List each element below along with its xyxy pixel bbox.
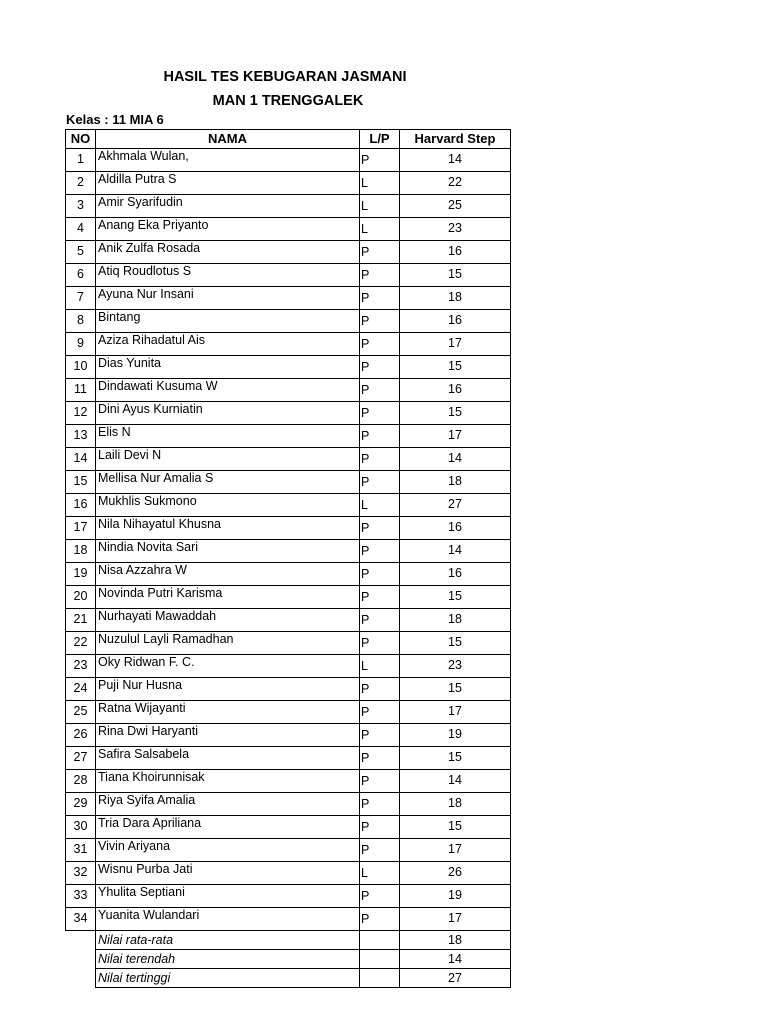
- row-no: 16: [66, 494, 96, 517]
- row-gender: P: [360, 793, 400, 816]
- fitness-results-table: [65, 129, 511, 988]
- document-title: HASIL TES KEBUGARAN JASMANI: [163, 69, 407, 85]
- table-row: [66, 448, 511, 471]
- row-name: Bintang: [96, 310, 360, 333]
- row-score: 15: [400, 402, 511, 425]
- row-name: Riya Syifa Amalia: [96, 793, 360, 816]
- row-no: 8: [66, 310, 96, 333]
- row-score: 15: [400, 816, 511, 839]
- row-no: 13: [66, 425, 96, 448]
- row-gender: P: [360, 287, 400, 310]
- row-no: 17: [66, 517, 96, 540]
- summary-value: 27: [400, 969, 511, 988]
- row-score: 15: [400, 264, 511, 287]
- row-score: 19: [400, 885, 511, 908]
- row-name: Mellisa Nur Amalia S: [96, 471, 360, 494]
- row-no: 11: [66, 379, 96, 402]
- row-gender: P: [360, 379, 400, 402]
- row-no: 4: [66, 218, 96, 241]
- table-row: [66, 517, 511, 540]
- row-name: Elis N: [96, 425, 360, 448]
- row-score: 16: [400, 563, 511, 586]
- row-score: 16: [400, 241, 511, 264]
- row-gender: P: [360, 425, 400, 448]
- row-no: 29: [66, 793, 96, 816]
- row-score: 14: [400, 540, 511, 563]
- row-no: 34: [66, 908, 96, 931]
- row-score: 15: [400, 356, 511, 379]
- row-score: 18: [400, 609, 511, 632]
- row-name: Tiana Khoirunnisak: [96, 770, 360, 793]
- row-gender: P: [360, 264, 400, 287]
- row-no: 27: [66, 747, 96, 770]
- row-name: Anang Eka Priyanto: [96, 218, 360, 241]
- table-row: [66, 839, 511, 862]
- row-score: 16: [400, 517, 511, 540]
- row-name: Mukhlis Sukmono: [96, 494, 360, 517]
- row-no: 14: [66, 448, 96, 471]
- row-name: Ratna Wijayanti: [96, 701, 360, 724]
- table-row: [66, 333, 511, 356]
- row-gender: L: [360, 172, 400, 195]
- row-no: 18: [66, 540, 96, 563]
- row-gender: P: [360, 908, 400, 931]
- summary-empty-cell: [360, 969, 400, 988]
- table-row: [66, 287, 511, 310]
- row-name: Laili Devi N: [96, 448, 360, 471]
- row-score: 15: [400, 747, 511, 770]
- row-gender: L: [360, 655, 400, 678]
- row-gender: P: [360, 310, 400, 333]
- table-row: [66, 816, 511, 839]
- row-name: Anik Zulfa Rosada: [96, 241, 360, 264]
- row-score: 18: [400, 793, 511, 816]
- summary-row: [66, 969, 511, 988]
- row-gender: P: [360, 586, 400, 609]
- school-name: MAN 1 TRENGGALEK: [212, 93, 364, 109]
- row-gender: L: [360, 195, 400, 218]
- row-score: 17: [400, 839, 511, 862]
- row-score: 17: [400, 701, 511, 724]
- table-row: [66, 218, 511, 241]
- row-name: Wisnu Purba Jati: [96, 862, 360, 885]
- row-name: Nuzulul Layli Ramadhan: [96, 632, 360, 655]
- table-row: [66, 494, 511, 517]
- row-score: 19: [400, 724, 511, 747]
- row-no: 12: [66, 402, 96, 425]
- row-no: 25: [66, 701, 96, 724]
- row-no: 26: [66, 724, 96, 747]
- row-gender: L: [360, 494, 400, 517]
- summary-label: Nilai terendah: [96, 950, 360, 969]
- row-score: 26: [400, 862, 511, 885]
- table-row: [66, 241, 511, 264]
- row-name: Nisa Azzahra W: [96, 563, 360, 586]
- summary-value: 18: [400, 931, 511, 950]
- table-row: [66, 793, 511, 816]
- row-score: 16: [400, 379, 511, 402]
- summary-blank-cell: [66, 950, 96, 969]
- row-gender: P: [360, 149, 400, 172]
- table-row: [66, 540, 511, 563]
- table-header-row: [66, 130, 511, 149]
- row-score: 27: [400, 494, 511, 517]
- row-no: 15: [66, 471, 96, 494]
- table-row: [66, 402, 511, 425]
- table-row: [66, 195, 511, 218]
- row-no: 1: [66, 149, 96, 172]
- row-gender: P: [360, 747, 400, 770]
- table-row: [66, 747, 511, 770]
- row-gender: P: [360, 632, 400, 655]
- row-score: 14: [400, 448, 511, 471]
- table-row: [66, 425, 511, 448]
- row-gender: P: [360, 885, 400, 908]
- table-row: [66, 908, 511, 931]
- table-row: [66, 471, 511, 494]
- row-name: Amir Syarifudin: [96, 195, 360, 218]
- row-score: 18: [400, 471, 511, 494]
- summary-label: Nilai tertinggi: [96, 969, 360, 988]
- header-no: NO: [66, 130, 96, 149]
- row-gender: L: [360, 862, 400, 885]
- summary-row: [66, 931, 511, 950]
- row-no: 32: [66, 862, 96, 885]
- row-gender: P: [360, 770, 400, 793]
- row-score: 17: [400, 333, 511, 356]
- row-name: Vivin Ariyana: [96, 839, 360, 862]
- row-name: Safira Salsabela: [96, 747, 360, 770]
- row-name: Dini Ayus Kurniatin: [96, 402, 360, 425]
- row-gender: L: [360, 218, 400, 241]
- row-no: 7: [66, 287, 96, 310]
- row-gender: P: [360, 839, 400, 862]
- row-score: 14: [400, 770, 511, 793]
- row-score: 18: [400, 287, 511, 310]
- row-no: 9: [66, 333, 96, 356]
- row-no: 5: [66, 241, 96, 264]
- table-row: [66, 678, 511, 701]
- row-no: 31: [66, 839, 96, 862]
- row-gender: P: [360, 701, 400, 724]
- row-no: 28: [66, 770, 96, 793]
- table-row: [66, 701, 511, 724]
- row-name: Yuanita Wulandari: [96, 908, 360, 931]
- table-row: [66, 586, 511, 609]
- row-gender: P: [360, 241, 400, 264]
- row-no: 24: [66, 678, 96, 701]
- row-score: 15: [400, 632, 511, 655]
- row-gender: P: [360, 724, 400, 747]
- row-name: Rina Dwi Haryanti: [96, 724, 360, 747]
- row-no: 22: [66, 632, 96, 655]
- row-no: 33: [66, 885, 96, 908]
- row-name: Puji Nur Husna: [96, 678, 360, 701]
- row-name: Nurhayati Mawaddah: [96, 609, 360, 632]
- row-gender: P: [360, 517, 400, 540]
- row-name: Dias Yunita: [96, 356, 360, 379]
- row-no: 19: [66, 563, 96, 586]
- row-no: 30: [66, 816, 96, 839]
- summary-label: Nilai rata-rata: [96, 931, 360, 950]
- table-row: [66, 379, 511, 402]
- row-name: Aldilla Putra S: [96, 172, 360, 195]
- row-name: Akhmala Wulan,: [96, 149, 360, 172]
- row-gender: P: [360, 471, 400, 494]
- row-score: 22: [400, 172, 511, 195]
- row-gender: P: [360, 356, 400, 379]
- table-row: [66, 724, 511, 747]
- table-row: [66, 770, 511, 793]
- summary-blank-cell: [66, 931, 96, 950]
- row-name: Dindawati Kusuma W: [96, 379, 360, 402]
- table-row: [66, 310, 511, 333]
- row-gender: P: [360, 333, 400, 356]
- summary-empty-cell: [360, 950, 400, 969]
- row-name: Yhulita Septiani: [96, 885, 360, 908]
- row-gender: P: [360, 540, 400, 563]
- row-name: Atiq Roudlotus S: [96, 264, 360, 287]
- row-gender: P: [360, 816, 400, 839]
- row-no: 3: [66, 195, 96, 218]
- row-score: 23: [400, 218, 511, 241]
- table-body: [66, 149, 511, 988]
- row-name: Ayuna Nur Insani: [96, 287, 360, 310]
- table-row: [66, 655, 511, 678]
- table-row: [66, 356, 511, 379]
- row-gender: P: [360, 678, 400, 701]
- table-row: [66, 563, 511, 586]
- summary-empty-cell: [360, 931, 400, 950]
- row-name: Nila Nihayatul Khusna: [96, 517, 360, 540]
- row-gender: P: [360, 448, 400, 471]
- row-name: Novinda Putri Karisma: [96, 586, 360, 609]
- row-name: Oky Ridwan F. C.: [96, 655, 360, 678]
- row-no: 10: [66, 356, 96, 379]
- row-gender: P: [360, 402, 400, 425]
- row-name: Aziza Rihadatul Ais: [96, 333, 360, 356]
- table-row: [66, 609, 511, 632]
- table-row: [66, 172, 511, 195]
- table-row: [66, 862, 511, 885]
- row-no: 2: [66, 172, 96, 195]
- header-harvard-step: Harvard Step: [400, 130, 511, 149]
- table-row: [66, 632, 511, 655]
- row-score: 25: [400, 195, 511, 218]
- table-row: [66, 885, 511, 908]
- header-nama: NAMA: [96, 130, 360, 149]
- row-score: 14: [400, 149, 511, 172]
- summary-row: [66, 950, 511, 969]
- summary-blank-cell: [66, 969, 96, 988]
- table-row: [66, 264, 511, 287]
- row-gender: P: [360, 609, 400, 632]
- row-no: 20: [66, 586, 96, 609]
- row-score: 16: [400, 310, 511, 333]
- row-score: 17: [400, 425, 511, 448]
- row-score: 23: [400, 655, 511, 678]
- row-score: 17: [400, 908, 511, 931]
- row-score: 15: [400, 586, 511, 609]
- row-no: 21: [66, 609, 96, 632]
- header-lp: L/P: [360, 130, 400, 149]
- row-name: Tria Dara Apriliana: [96, 816, 360, 839]
- table-row: [66, 149, 511, 172]
- row-no: 23: [66, 655, 96, 678]
- row-no: 6: [66, 264, 96, 287]
- row-gender: P: [360, 563, 400, 586]
- class-label: Kelas : 11 MIA 6: [66, 112, 164, 127]
- row-name: Nindia Novita Sari: [96, 540, 360, 563]
- row-score: 15: [400, 678, 511, 701]
- summary-value: 14: [400, 950, 511, 969]
